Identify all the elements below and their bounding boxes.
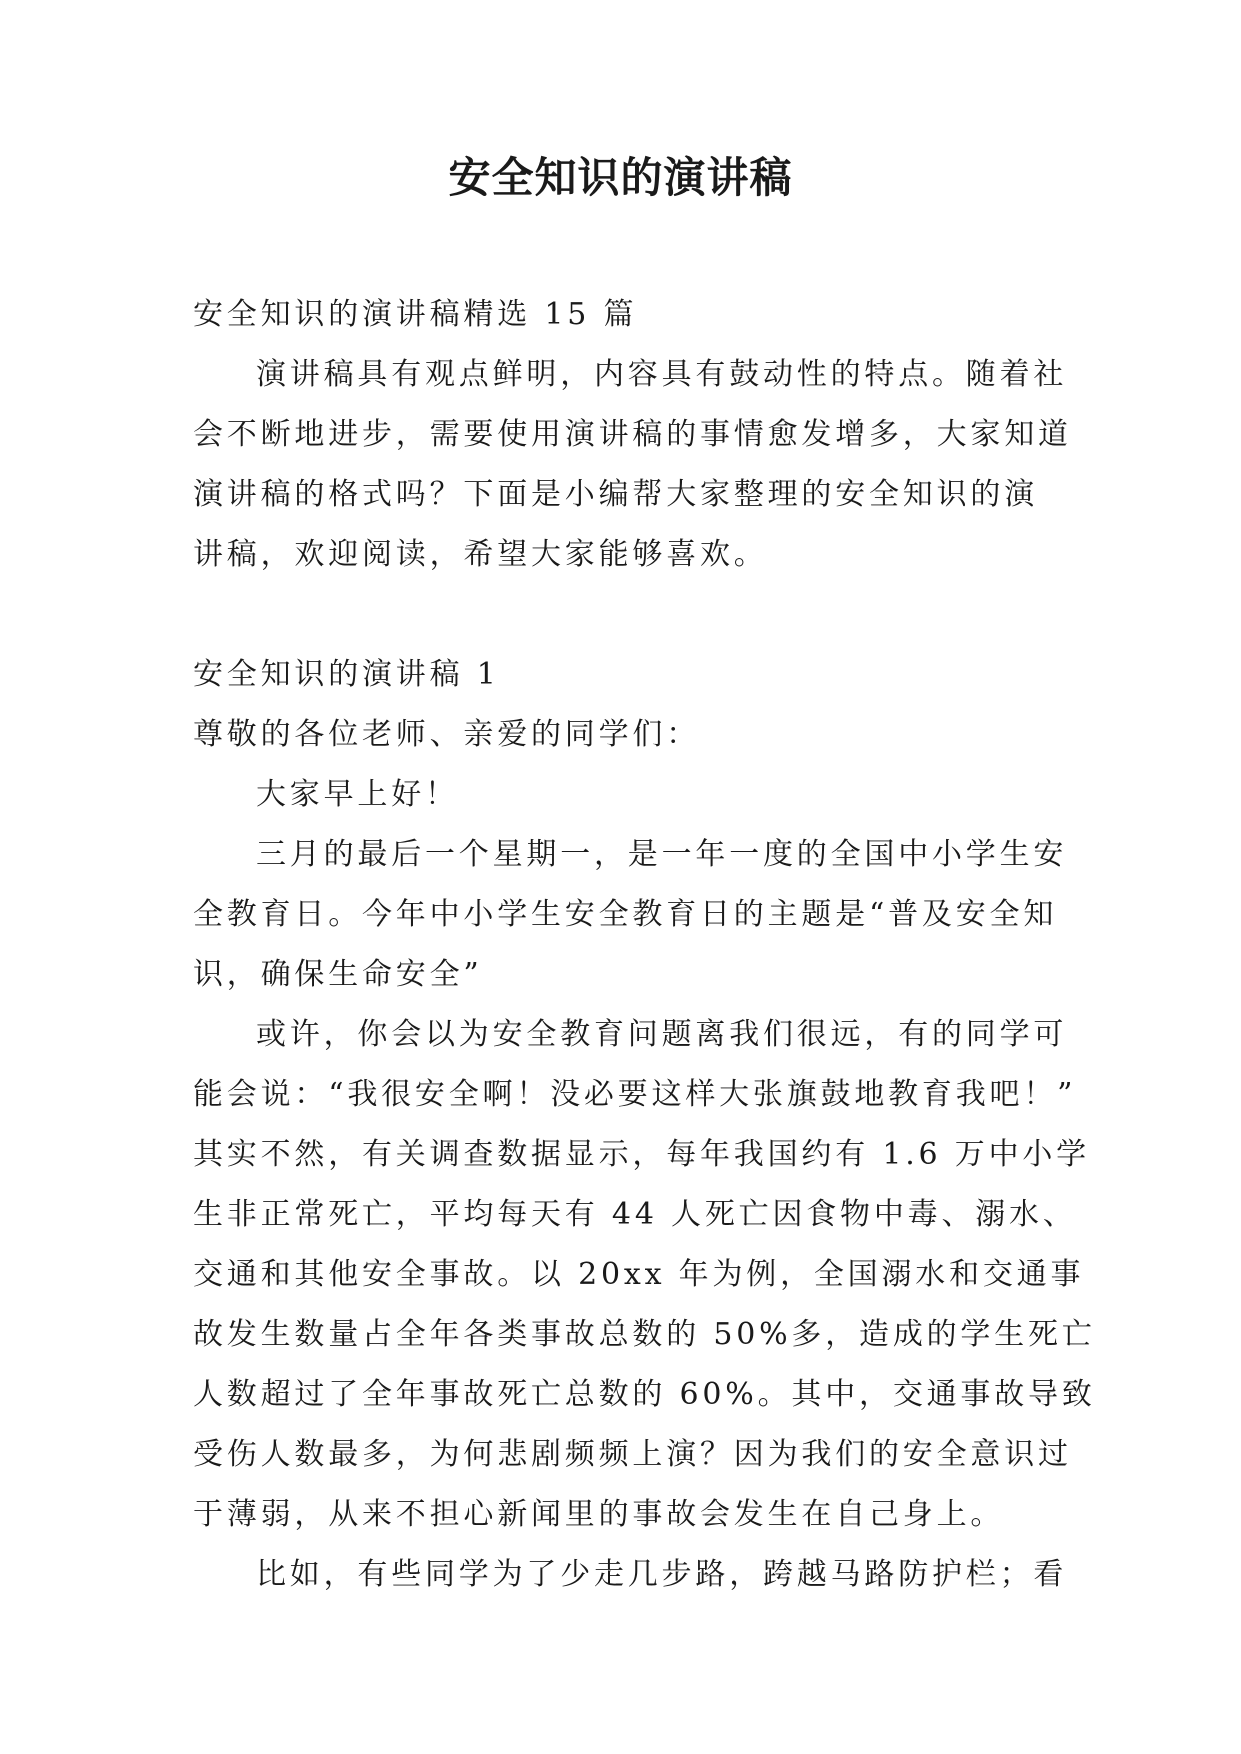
intro-line: 演讲稿的格式吗？下面是小编帮大家整理的安全知识的演 [193,477,1038,512]
document-title: 安全知识的演讲稿 [448,153,793,202]
intro-line: 会不断地进步，需要使用演讲稿的事情愈发增多，大家知道 [193,417,1072,452]
salutation: 尊敬的各位老师、亲爱的同学们： [193,717,700,752]
paragraph-line: 交通和其他安全事故。以 20xx 年为例，全国溺水和交通事 [193,1257,1085,1292]
paragraph-line: 其实不然，有关调查数据显示，每年我国约有 1.6 万中小学 [193,1137,1090,1172]
paragraph-line: 受伤人数最多，为何悲剧频频上演？因为我们的安全意识过 [193,1437,1072,1472]
paragraph-line: 或许，你会以为安全教育问题离我们很远，有的同学可 [256,1017,1068,1052]
paragraph-line: 能会说：“我很安全啊！没必要这样大张旗鼓地教育我吧！” [193,1077,1077,1112]
paragraph-line: 于薄弱，从来不担心新闻里的事故会发生在自己身上。 [193,1497,1005,1532]
paragraph-spacer [193,585,1073,645]
document-subtitle: 安全知识的演讲稿精选 15 篇 [193,297,638,332]
section-heading: 安全知识的演讲稿 1 [193,657,500,692]
intro-line: 演讲稿具有观点鲜明，内容具有鼓动性的特点。随着社 [256,357,1068,392]
paragraph-line: 识，确保生命安全” [193,957,483,992]
greeting: 大家早上好！ [256,777,459,812]
paragraph-line: 故发生数量占全年各类事故总数的 50%多，造成的学生死亡 [193,1317,1096,1352]
paragraph-line: 全教育日。今年中小学生安全教育日的主题是“普及安全知 [193,897,1058,932]
paragraph-line: 人数超过了全年事故死亡总数的 60%。其中，交通事故导致 [193,1377,1096,1412]
intro-line: 讲稿，欢迎阅读，希望大家能够喜欢。 [193,537,768,572]
paragraph-line: 生非正常死亡，平均每天有 44 人死亡因食物中毒、溺水、 [193,1197,1077,1232]
document-body [193,285,1096,1605]
paragraph-line: 三月的最后一个星期一，是一年一度的全国中小学生安 [256,837,1068,872]
paragraph-line: 比如，有些同学为了少走几步路，跨越马路防护栏；看 [256,1557,1068,1592]
